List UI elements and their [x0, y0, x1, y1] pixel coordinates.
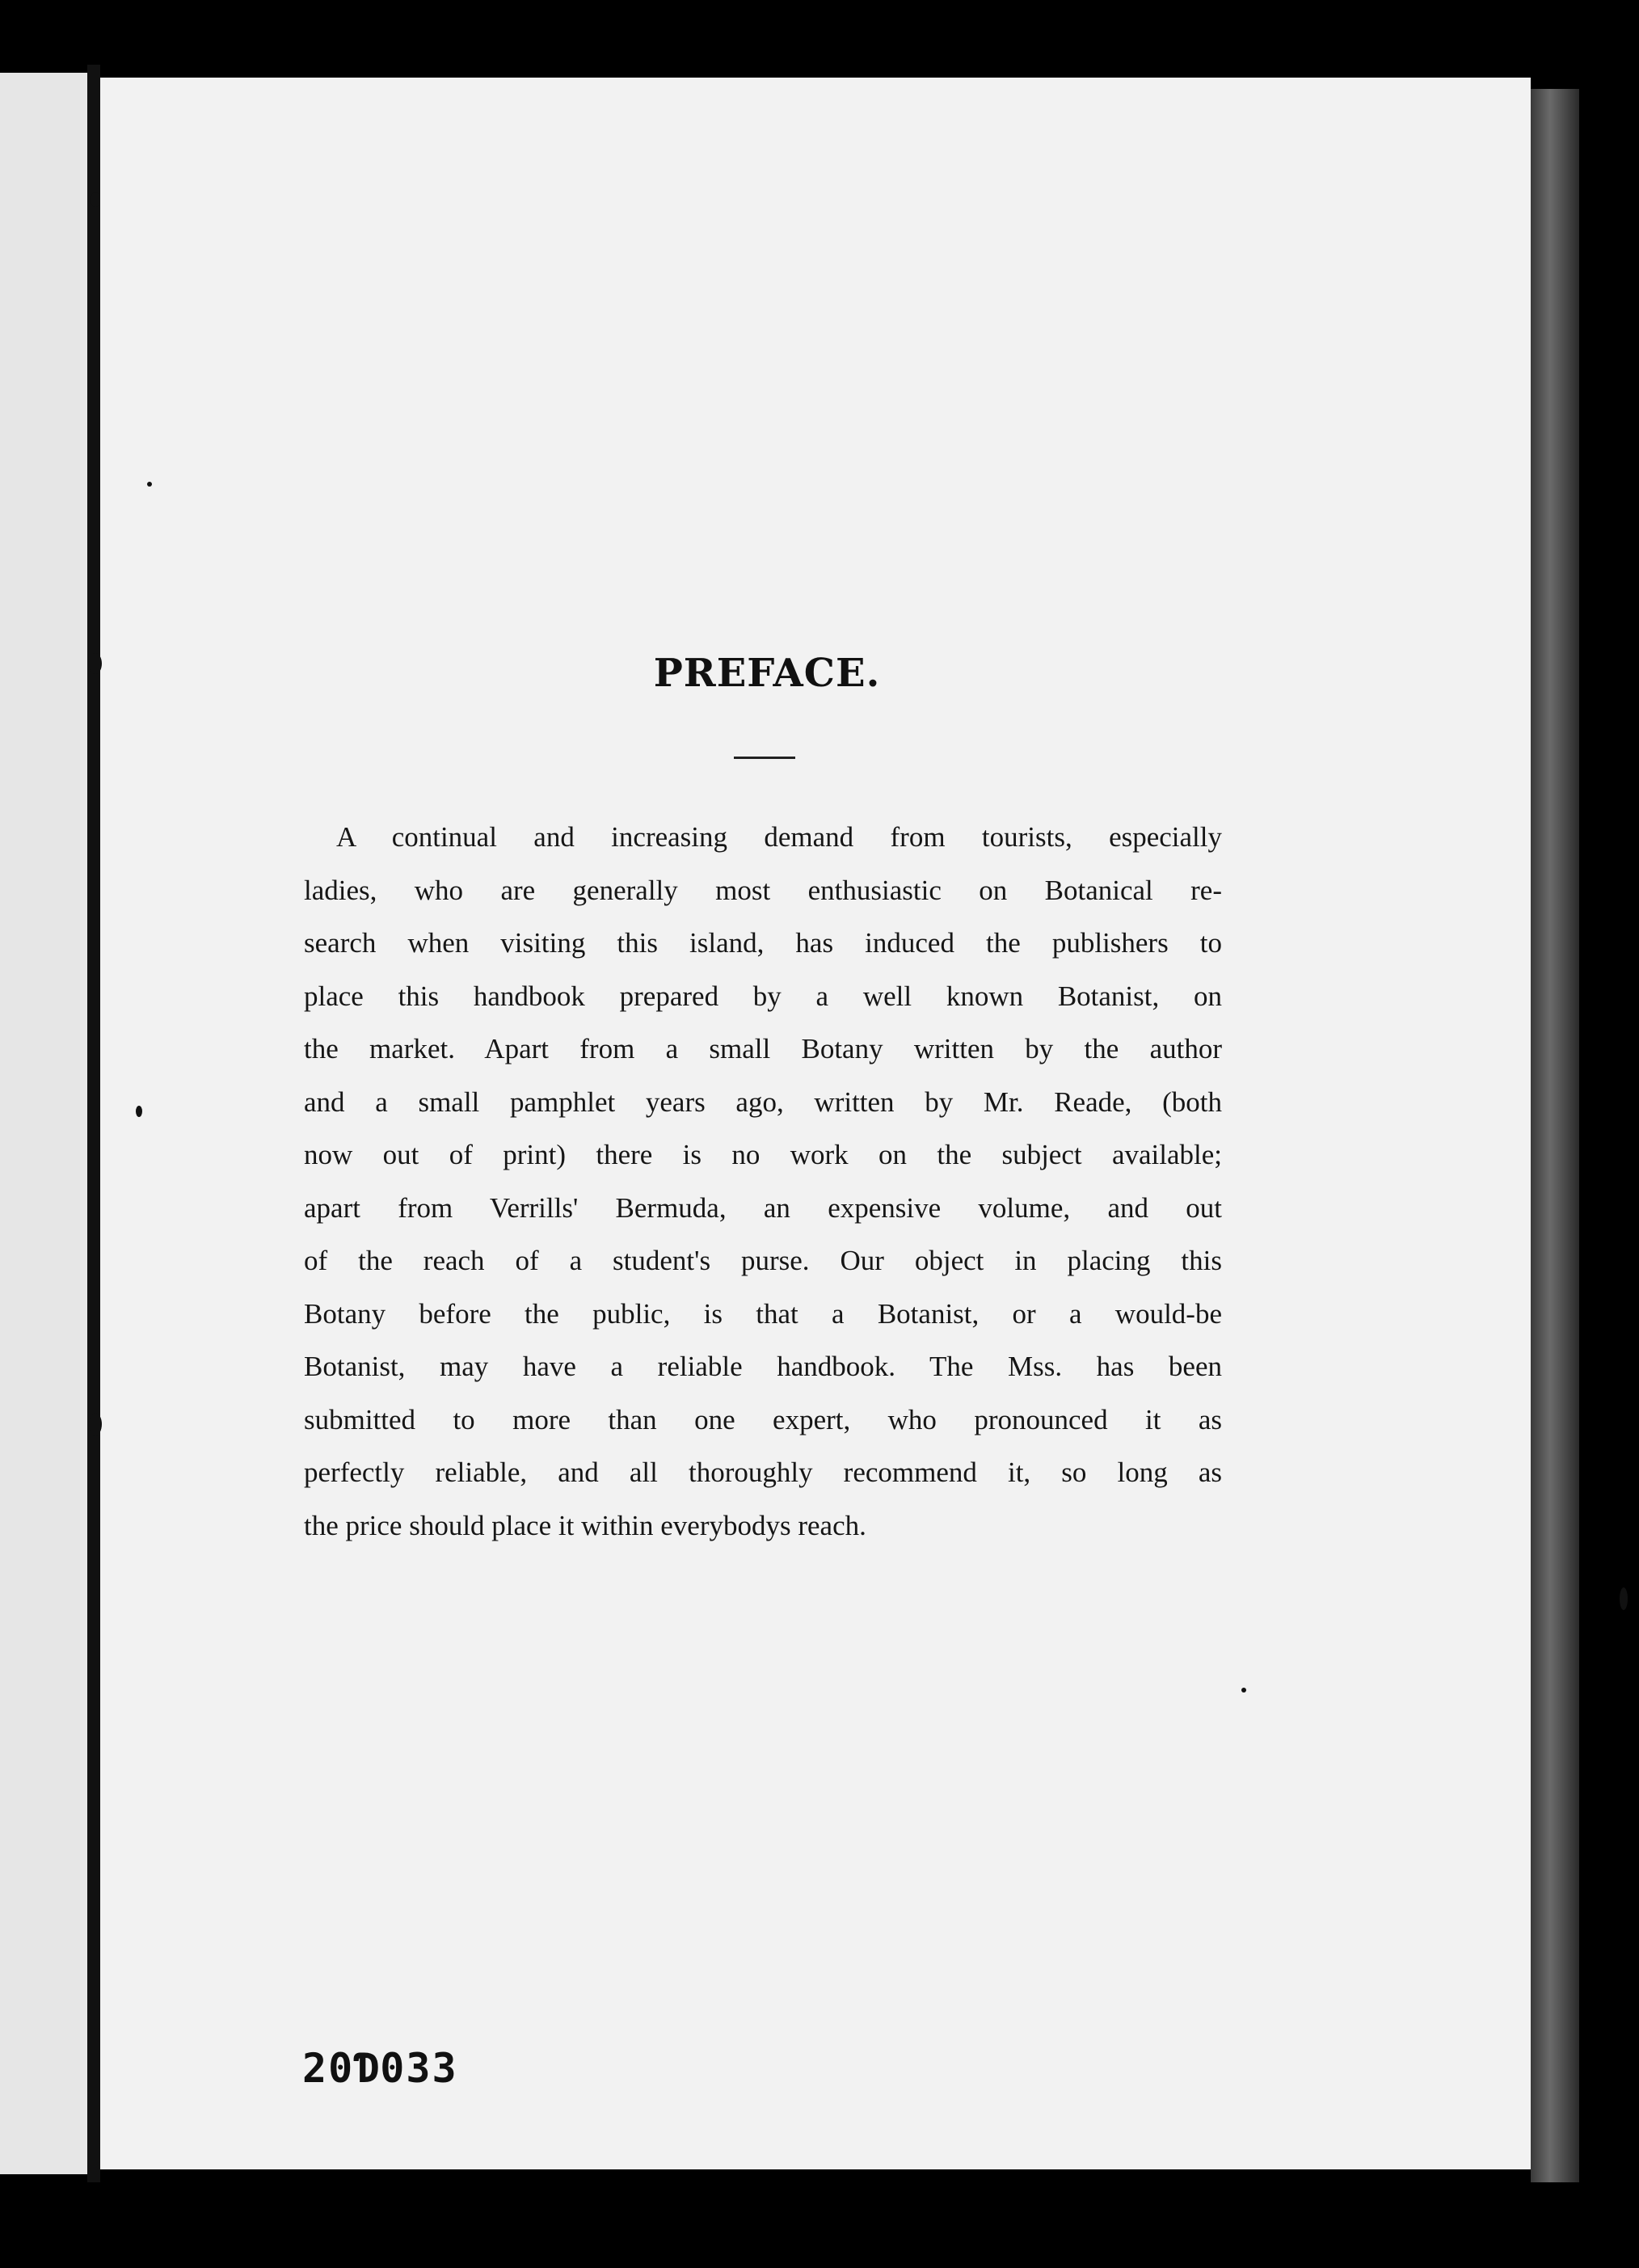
- book-gutter: [87, 65, 100, 2182]
- title-rule: [734, 757, 795, 759]
- dust-speck: [1620, 1587, 1628, 1610]
- text-line: the price should place it within everybodys reach.: [304, 1509, 866, 1541]
- text-line: Botany before the public, is that a Botanist, or a would-be: [304, 1297, 1222, 1330]
- text-line: now out of print) there is no work on the subject available;: [304, 1139, 1222, 1170]
- binding-hole: [91, 192, 100, 207]
- text-line: A continual and increasing demand from tourists, especially: [336, 821, 1222, 853]
- dust-speck: [1241, 1688, 1246, 1693]
- text-line: perfectly reliable, and all thoroughly recommend it, so long as: [304, 1456, 1222, 1488]
- page-title: PREFACE.: [653, 651, 881, 696]
- text-line: Botanist, may have a reliable handbook. The Mss. has been: [304, 1351, 1222, 1382]
- text-line: and a small pamphlet years ago, written by Mr. Reade, (both: [304, 1086, 1222, 1118]
- binding-hole: [89, 1413, 102, 1435]
- facing-page-edge: [0, 73, 87, 2174]
- dust-speck: [147, 482, 152, 487]
- text-line: the market. Apart from a small Botany written by the author: [304, 1033, 1222, 1064]
- dust-speck: [136, 1106, 142, 1117]
- text-line: apart from Verrills' Bermuda, an expensive volume, and out: [304, 1191, 1222, 1224]
- text-line: ladies, who are generally most enthusiastic on Botanical re-: [304, 874, 1222, 906]
- text-line: search when visiting this island, has induced the publishers to: [304, 927, 1222, 959]
- text-line: submitted to more than one expert, who pronounced it as: [304, 1403, 1222, 1435]
- accession-number: 20Ɗ033: [302, 2045, 458, 2092]
- preface-paragraph: [304, 811, 1222, 1552]
- page-edge-shadow: [1531, 89, 1579, 2182]
- text-line: of the reach of a student's purse. Our object in placing this: [304, 1245, 1222, 1276]
- text-line: place this handbook prepared by a well known Botanist, on: [304, 980, 1222, 1012]
